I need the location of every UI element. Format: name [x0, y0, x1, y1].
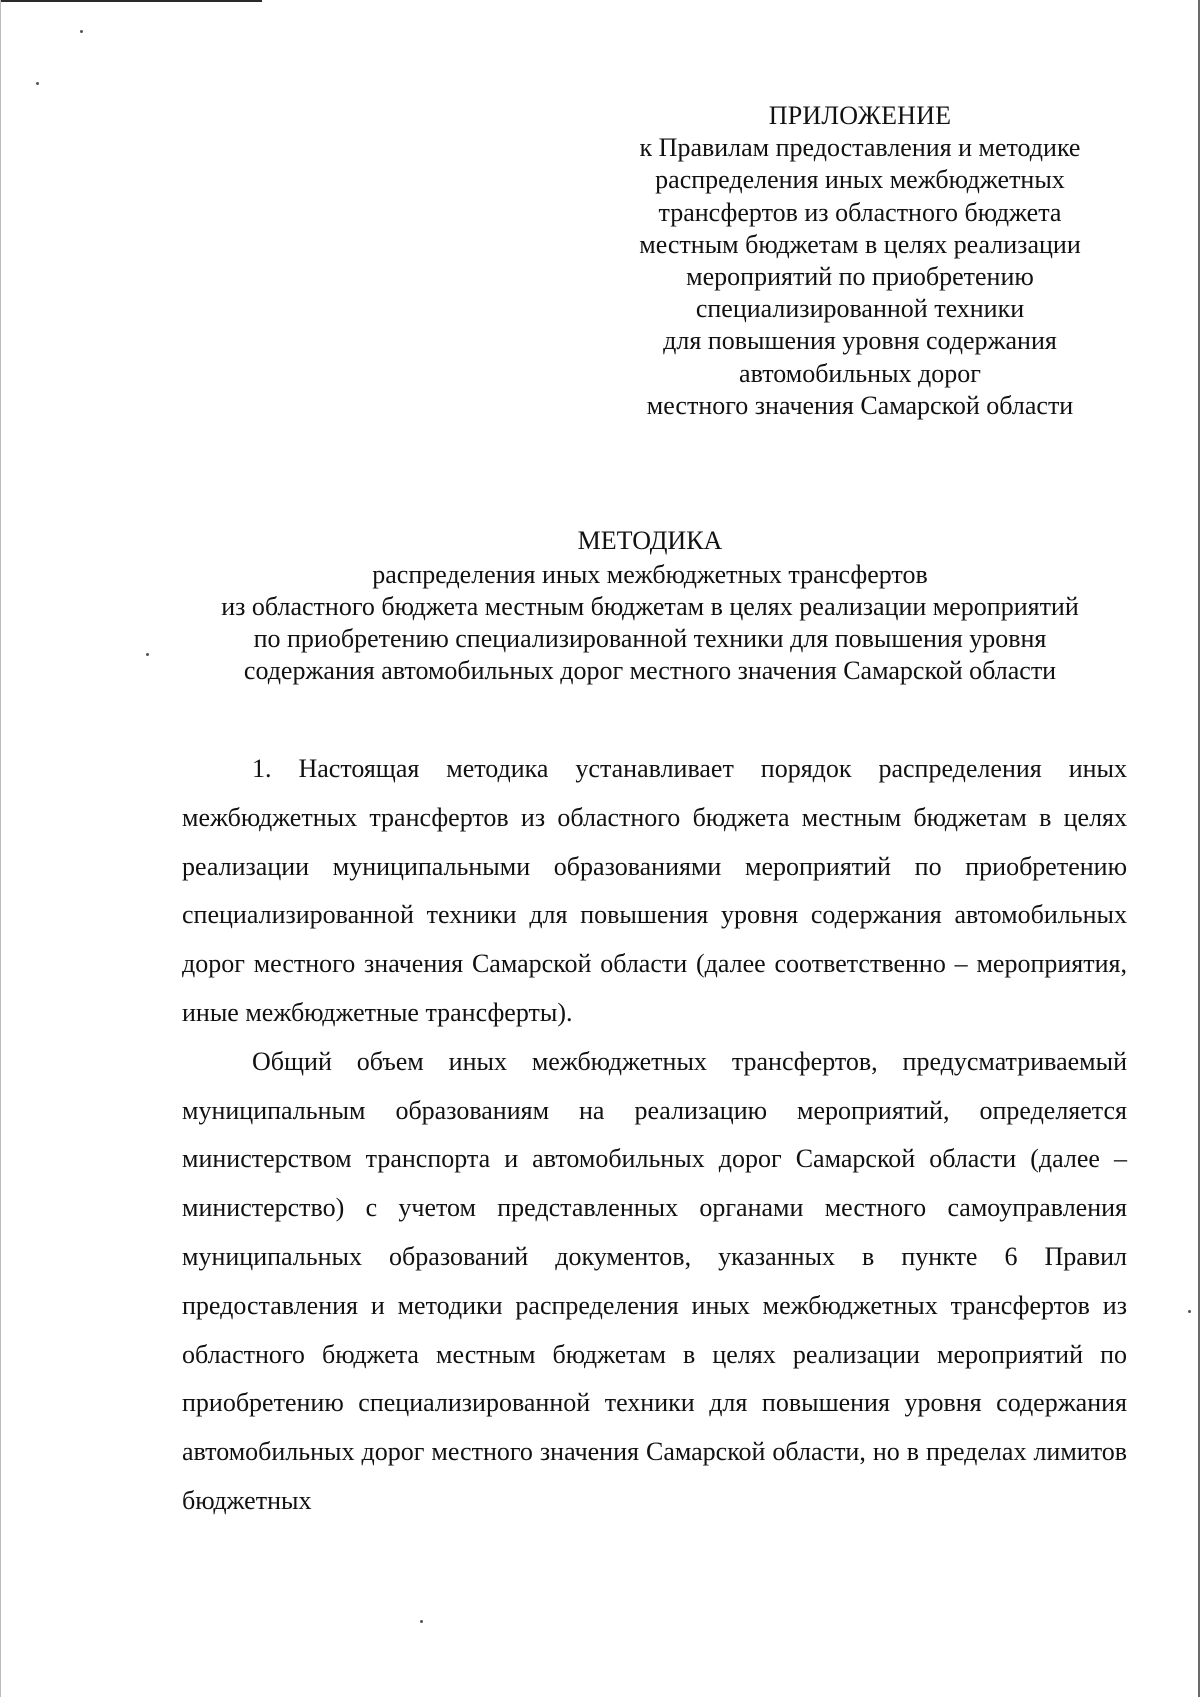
appendix-line: мероприятий по приобретению [686, 262, 1034, 292]
method-subtitle-line: по приобретению специализированной техники для повышения уровня [253, 624, 1047, 653]
body-paragraph: Общий объем иных межбюджетных трансфертов, предусматриваемый муниципальным образованиям на реализацию мероприятий, определяется министерством транспорта и автомобильных дорог Самарской области (далее – министерство) с учетом представленных органами местного самоуправления муниципальных образований документов, указанных в пункте 6 Правил предоставления и методики распределения иных межбюджетных трансфертов из областного бюджета местным бюджетам в целях реализации мероприятий по приобретению специализированной техники для повышения уровня содержания автомобильных дорог местного значения Самарской области, но в пределах лимитов бюджетных [182, 1046, 1127, 1515]
appendix-line: для повышения уровня содержания [663, 326, 1057, 356]
scan-speck [80, 30, 83, 33]
scan-speck [146, 653, 149, 656]
method-subtitle-line: распределения иных межбюджетных трансфертов [372, 560, 928, 589]
method-title: МЕТОДИКА [577, 526, 723, 555]
scan-speck [420, 1620, 423, 1623]
method-heading [170, 525, 1130, 687]
appendix-line: автомобильных дорог [739, 358, 981, 388]
appendix-line: распределения иных межбюджетных [655, 165, 1065, 195]
method-subtitle-line: из областного бюджета местным бюджетам в целях реализации мероприятий [221, 592, 1079, 621]
scan-edge-left [0, 0, 1, 1697]
body-paragraph: 1. Настоящая методика устанавливает порядок распределения иных межбюджетных трансфертов из областного бюджета местным бюджетам в целях реализации муниципальными образованиями мероприятий по приобретению специализированной техники для повышения уровня содержания автомобильных дорог местного значения Самарской области (далее соответственно – мероприятия, иные межбюджетные трансферты). [182, 754, 1127, 1027]
appendix-header [600, 100, 1120, 422]
scan-speck [36, 82, 39, 85]
document-body [182, 745, 1127, 1526]
appendix-line: к Правилам предоставления и методике [639, 133, 1081, 163]
appendix-line: специализированной техники [695, 294, 1025, 324]
scan-edge-top [0, 0, 262, 2]
method-subtitle-line: содержания автомобильных дорог местного значения Самарской области [243, 656, 1057, 685]
appendix-line: местного значения Самарской области [646, 390, 1074, 420]
appendix-title: ПРИЛОЖЕНИЕ [768, 101, 952, 130]
appendix-line: местным бюджетам в целях реализации [639, 229, 1081, 259]
appendix-line: трансфертов из областного бюджета [658, 197, 1062, 227]
scan-speck [1188, 1310, 1191, 1313]
